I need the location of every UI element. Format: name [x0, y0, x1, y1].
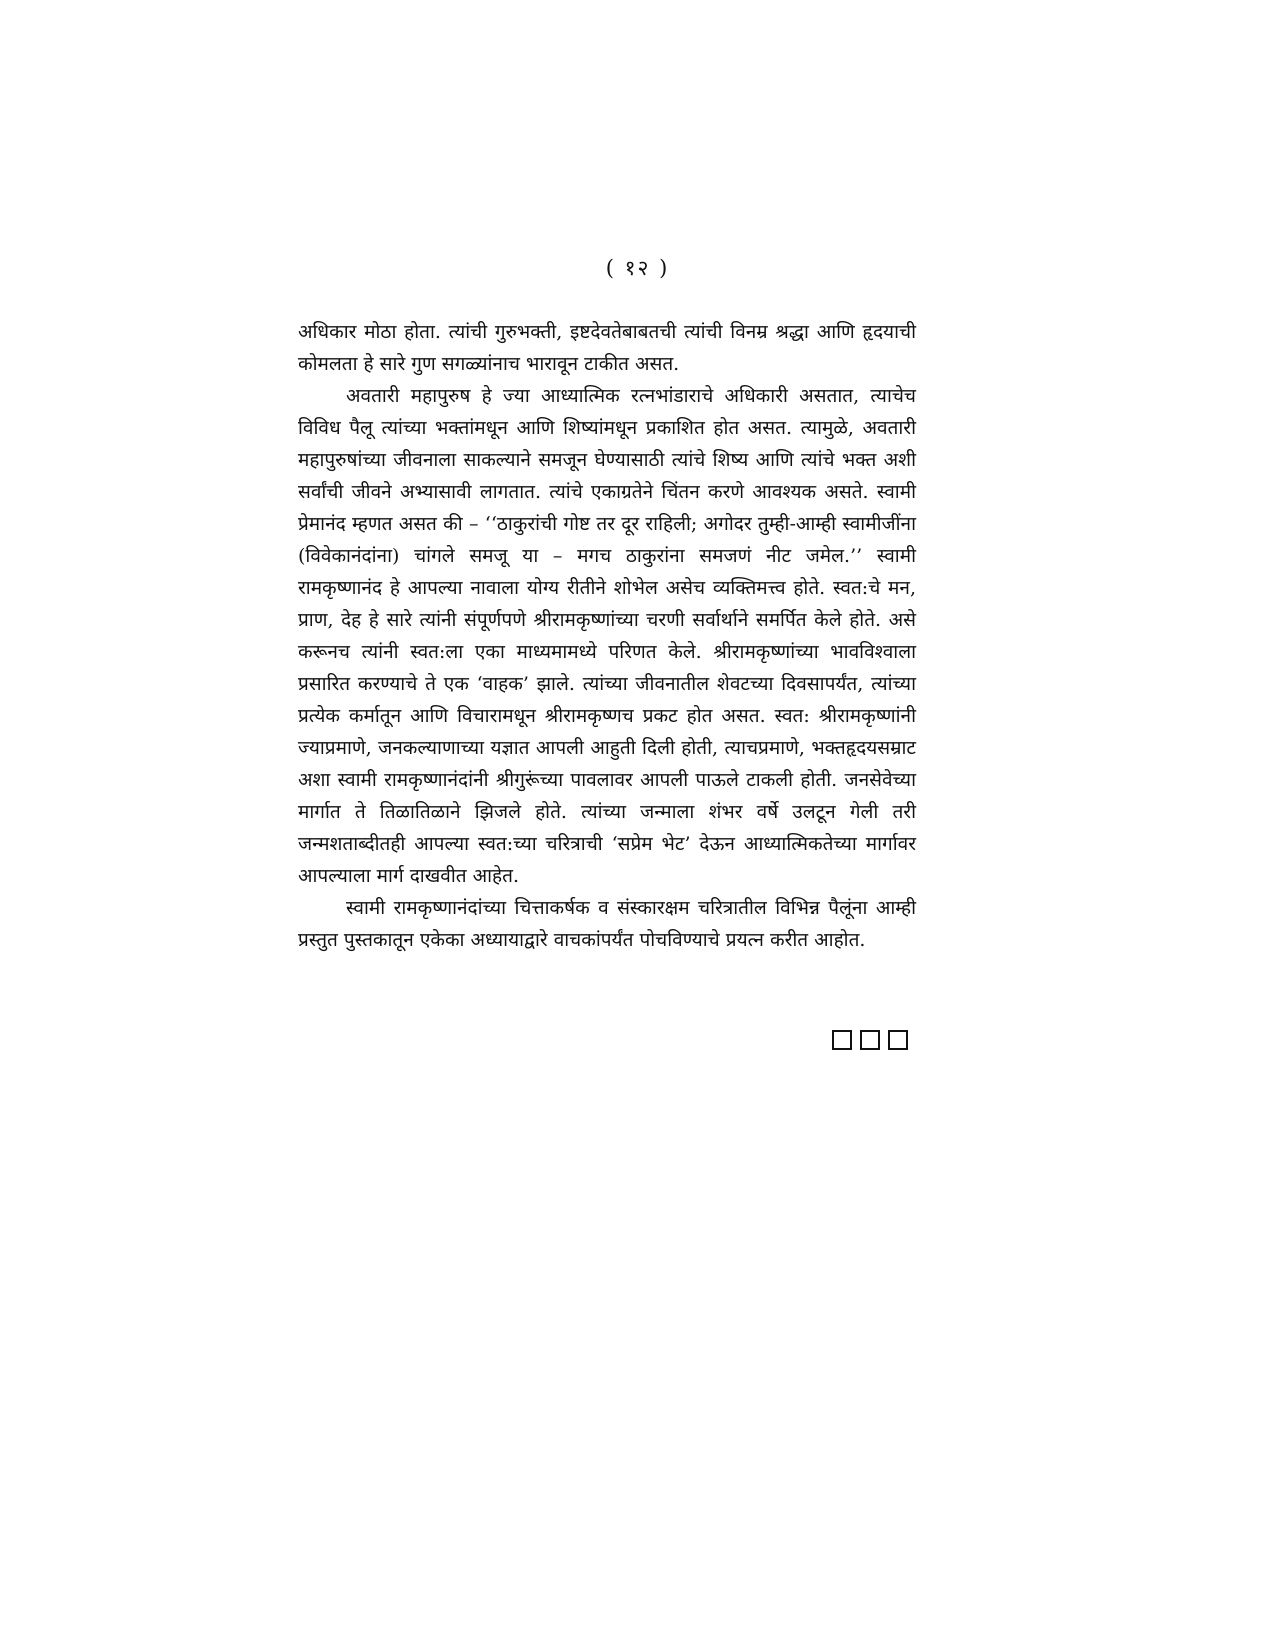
end-square-icon — [832, 1030, 852, 1050]
end-square-icon — [888, 1030, 908, 1050]
page-number: ( १२ ) — [605, 256, 670, 280]
paragraph-continuation: अधिकार मोठा होता. त्यांची गुरुभक्ती, इष्टदेवतेबाबतची त्यांची विनम्र श्रद्धा आणि हृदयाची कोमलता हे सारे गुण सगळ्यांनाच भारावून टाकीत असत. — [298, 321, 916, 375]
body-text — [298, 316, 916, 956]
paragraph-main: अवतारी महापुरुष हे ज्या आध्यात्मिक रत्नभांडाराचे अधिकारी असतात, त्याचेच विविध पैलू त्यांच्या भक्तांमधून आणि शिष्यांमधून प्रकाशित होत असत. त्यामुळे, अवतारी महापुरुषांच्या जीवनाला साकल्याने समजून घेण्यासाठी त्यांचे शिष्य आणि त्यांचे भक्त अशी सर्वांची जीवने अभ्यासावी लागतात. त्यांचे एकाग्रतेने चिंतन करणे आवश्यक असते. स्वामी प्रेमानंद म्हणत असत की – ‘‘ठाकुरांची गोष्ट तर दूर राहिली; अगोदर तुम्ही-आम्ही स्वामीजींना (विवेकानंदांना) चांगले समजू या – मगच ठाकुरांना समजणं नीट जमेल.’’ स्वामी रामकृष्णानंद हे आपल्या नावाला योग्य रीतीने शोभेल असेच व्यक्तिमत्त्व होते. स्वत:चे मन, प्राण, देह हे सारे त्यांनी संपूर्णपणे श्रीरामकृष्णांच्या चरणी सर्वार्थाने समर्पित केले होते. असे करूनच त्यांनी स्वत:ला एका माध्यमामध्ये परिणत केले. श्रीरामकृष्णांच्या भावविश्वाला प्रसारित करण्याचे ते एक ‘वाहक’ झाले. त्यांच्या जीवनातील शेवटच्या दिवसापर्यंत, त्यांच्या प्रत्येक कर्मातून आणि विचारामधून श्रीरामकृष्णच प्रकट होत असत. स्वत: श्रीरामकृष्णांनी ज्याप्रमाणे, जनकल्याणाच्या यज्ञात आपली आहुती दिली होती, त्याचप्रमाणे, भक्तहृदयसम्राट अशा स्वामी रामकृष्णानंदांनी श्रीगुरूंच्या पावलावर आपली पाऊले टाकली होती. जनसेवेच्या मार्गात ते तिळातिळाने झिजले होते. त्यांच्या जन्माला शंभर वर्षे उलटून गेली तरी जन्मशताब्दीतही आपल्या स्वत:च्या चरित्राची ‘सप्रेम भेट’ देऊन आध्यात्मिकतेच्या मार्गावर आपल्याला मार्ग दाखवीत आहेत. — [298, 385, 916, 887]
section-end-marks — [832, 1030, 908, 1050]
paragraph-closing: स्वामी रामकृष्णानंदांच्या चित्ताकर्षक व संस्कारक्षम चरित्रातील विभिन्न पैलूंना आम्ही प्रस्तुत पुस्तकातून एकेका अध्यायाद्वारे वाचकांपर्यंत पोचविण्याचे प्रयत्न करीत आहोत. — [298, 897, 916, 951]
end-square-icon — [860, 1030, 880, 1050]
